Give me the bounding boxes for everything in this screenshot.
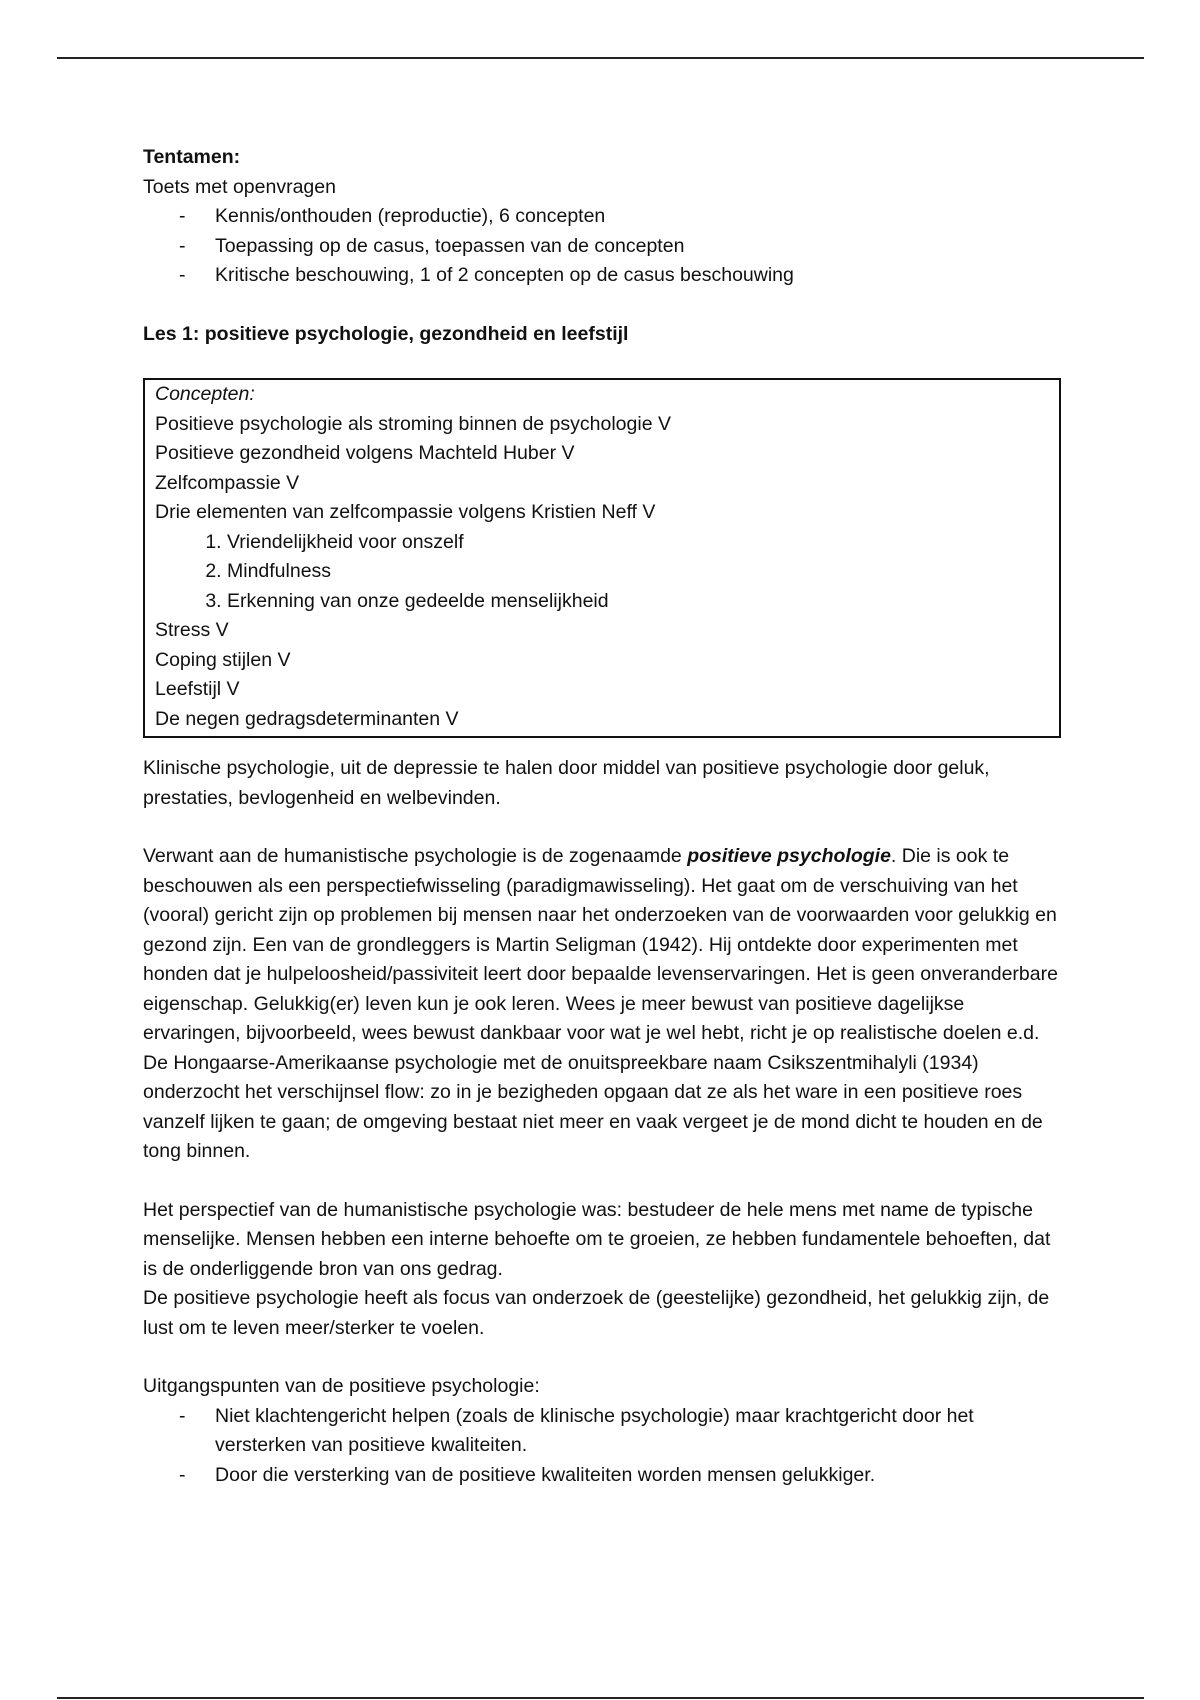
list-item: - Kennis/onthouden (reproductie), 6 concepten bbox=[215, 202, 1063, 232]
spacer bbox=[143, 1343, 1063, 1372]
concepts-box bbox=[143, 378, 1061, 738]
paragraph-focus: De positieve psychologie heeft als focus van onderzoek de (geestelijke) gezondheid, het gelukkig zijn, de lust om te leven meer/sterker te voelen. bbox=[143, 1287, 1050, 1339]
paragraph-text: . Die is ook te beschouwen als een perspectiefwisseling (paradigmawisseling). Het gaat om de verschuiving van het (vooral) gericht zijn op problemen bij mensen naar het onderzoeken van de voorwaarden voor gelukkig en gezond zijn. Een van de grondleggers is Martin Seligman (1942). Hij ontdekte door experimenten met honden dat je hulpeloosheid/passiviteit leert door bepaalde levenservaringen. Het is geen onveranderbare eigenschap. Gelukkig(er) leven kun je ook leren. Wees je meer bewust van positieve dagelijkse ervaringen, bijvoorbeeld, wees bewust dankbaar voor wat je wel hebt, richt je op realistische doelen e.d. De Hongaarse-Amerikaanse psychologie met de onuitspreekbare naam Csikszentmihalyli (1934) onderzocht het verschijnsel flow: zo in je bezigheden opgaan dat ze als het ware in een positieve roes vanzelf lijken te gaan; de omgeving bestaat niet meer en vaak vergeet je de mond dicht te houden en de tong binnen. bbox=[143, 845, 1058, 1162]
spacer bbox=[143, 738, 1063, 754]
paragraph-text: Verwant aan de humanistische psychologie is de zogenaamde bbox=[143, 845, 688, 867]
list-item: - Toepassing op de casus, toepassen van de concepten bbox=[215, 232, 1063, 262]
concept-line: Stress V bbox=[155, 619, 229, 641]
exam-intro: Toets met openvragen bbox=[143, 175, 336, 198]
spacer bbox=[143, 1167, 1063, 1196]
list-item: - Niet klachtengericht helpen (zoals de klinische psychologie) maar krachtgericht door het versterken van positieve kwaliteiten. bbox=[215, 1402, 1063, 1461]
paragraph-clinical: Klinische psychologie, uit de depressie te halen door middel van positieve psychologie door geluk, prestaties, bevlogenheid en welbevinden. bbox=[143, 757, 990, 809]
concept-line: De negen gedragsdeterminanten V bbox=[155, 707, 459, 730]
concept-line: Positieve gezondheid volgens Machteld Huber V bbox=[155, 442, 575, 464]
exam-heading: Tentamen: bbox=[143, 146, 241, 168]
list-item: 1. Vriendelijkheid voor onszelf bbox=[227, 528, 1049, 558]
lesson-heading: Les 1: positieve psychologie, gezondheid en leefstijl bbox=[143, 322, 629, 345]
emphasis-term: positieve psychologie bbox=[687, 845, 891, 867]
list-item: 3. Erkenning van onze gedeelde menselijkheid bbox=[227, 587, 1049, 617]
spacer bbox=[143, 291, 1063, 320]
list-item: - Kritische beschouwing, 1 of 2 concepten op de casus beschouwing bbox=[215, 261, 1063, 291]
paragraph-humanistic: Het perspectief van de humanistische psychologie was: bestudeer de hele mens met name de typische menselijke. Mensen hebben een interne behoefte om te groeien, ze hebben fundamentele behoeften, dat is de onderliggende bron van ons gedrag. bbox=[143, 1198, 1051, 1280]
document-body bbox=[143, 143, 1063, 1490]
concept-numbered-list bbox=[155, 528, 1049, 617]
paragraph-positive-psychology bbox=[143, 842, 1063, 1167]
concept-line: Positieve psychologie als stroming binnen de psychologie V bbox=[155, 412, 671, 435]
concept-line: Zelfcompassie V bbox=[155, 471, 300, 494]
spacer bbox=[143, 349, 1063, 378]
list-item: 2. Mindfulness bbox=[227, 557, 1049, 587]
concept-line: Drie elementen van zelfcompassie volgens Kristien Neff V bbox=[155, 501, 656, 523]
concepts-title: Concepten: bbox=[155, 383, 255, 405]
header-rule bbox=[57, 57, 1144, 59]
principles-intro: Uitgangspunten van de positieve psychologie: bbox=[143, 1375, 540, 1397]
concept-line: Leefstijl V bbox=[155, 678, 240, 700]
exam-list bbox=[143, 202, 1063, 291]
principles-list bbox=[143, 1402, 1063, 1491]
footer-rule bbox=[57, 1697, 1144, 1699]
spacer bbox=[143, 813, 1063, 842]
concept-line: Coping stijlen V bbox=[155, 648, 291, 671]
list-item: - Door die versterking van de positieve kwaliteiten worden mensen gelukkiger. bbox=[215, 1461, 1063, 1491]
